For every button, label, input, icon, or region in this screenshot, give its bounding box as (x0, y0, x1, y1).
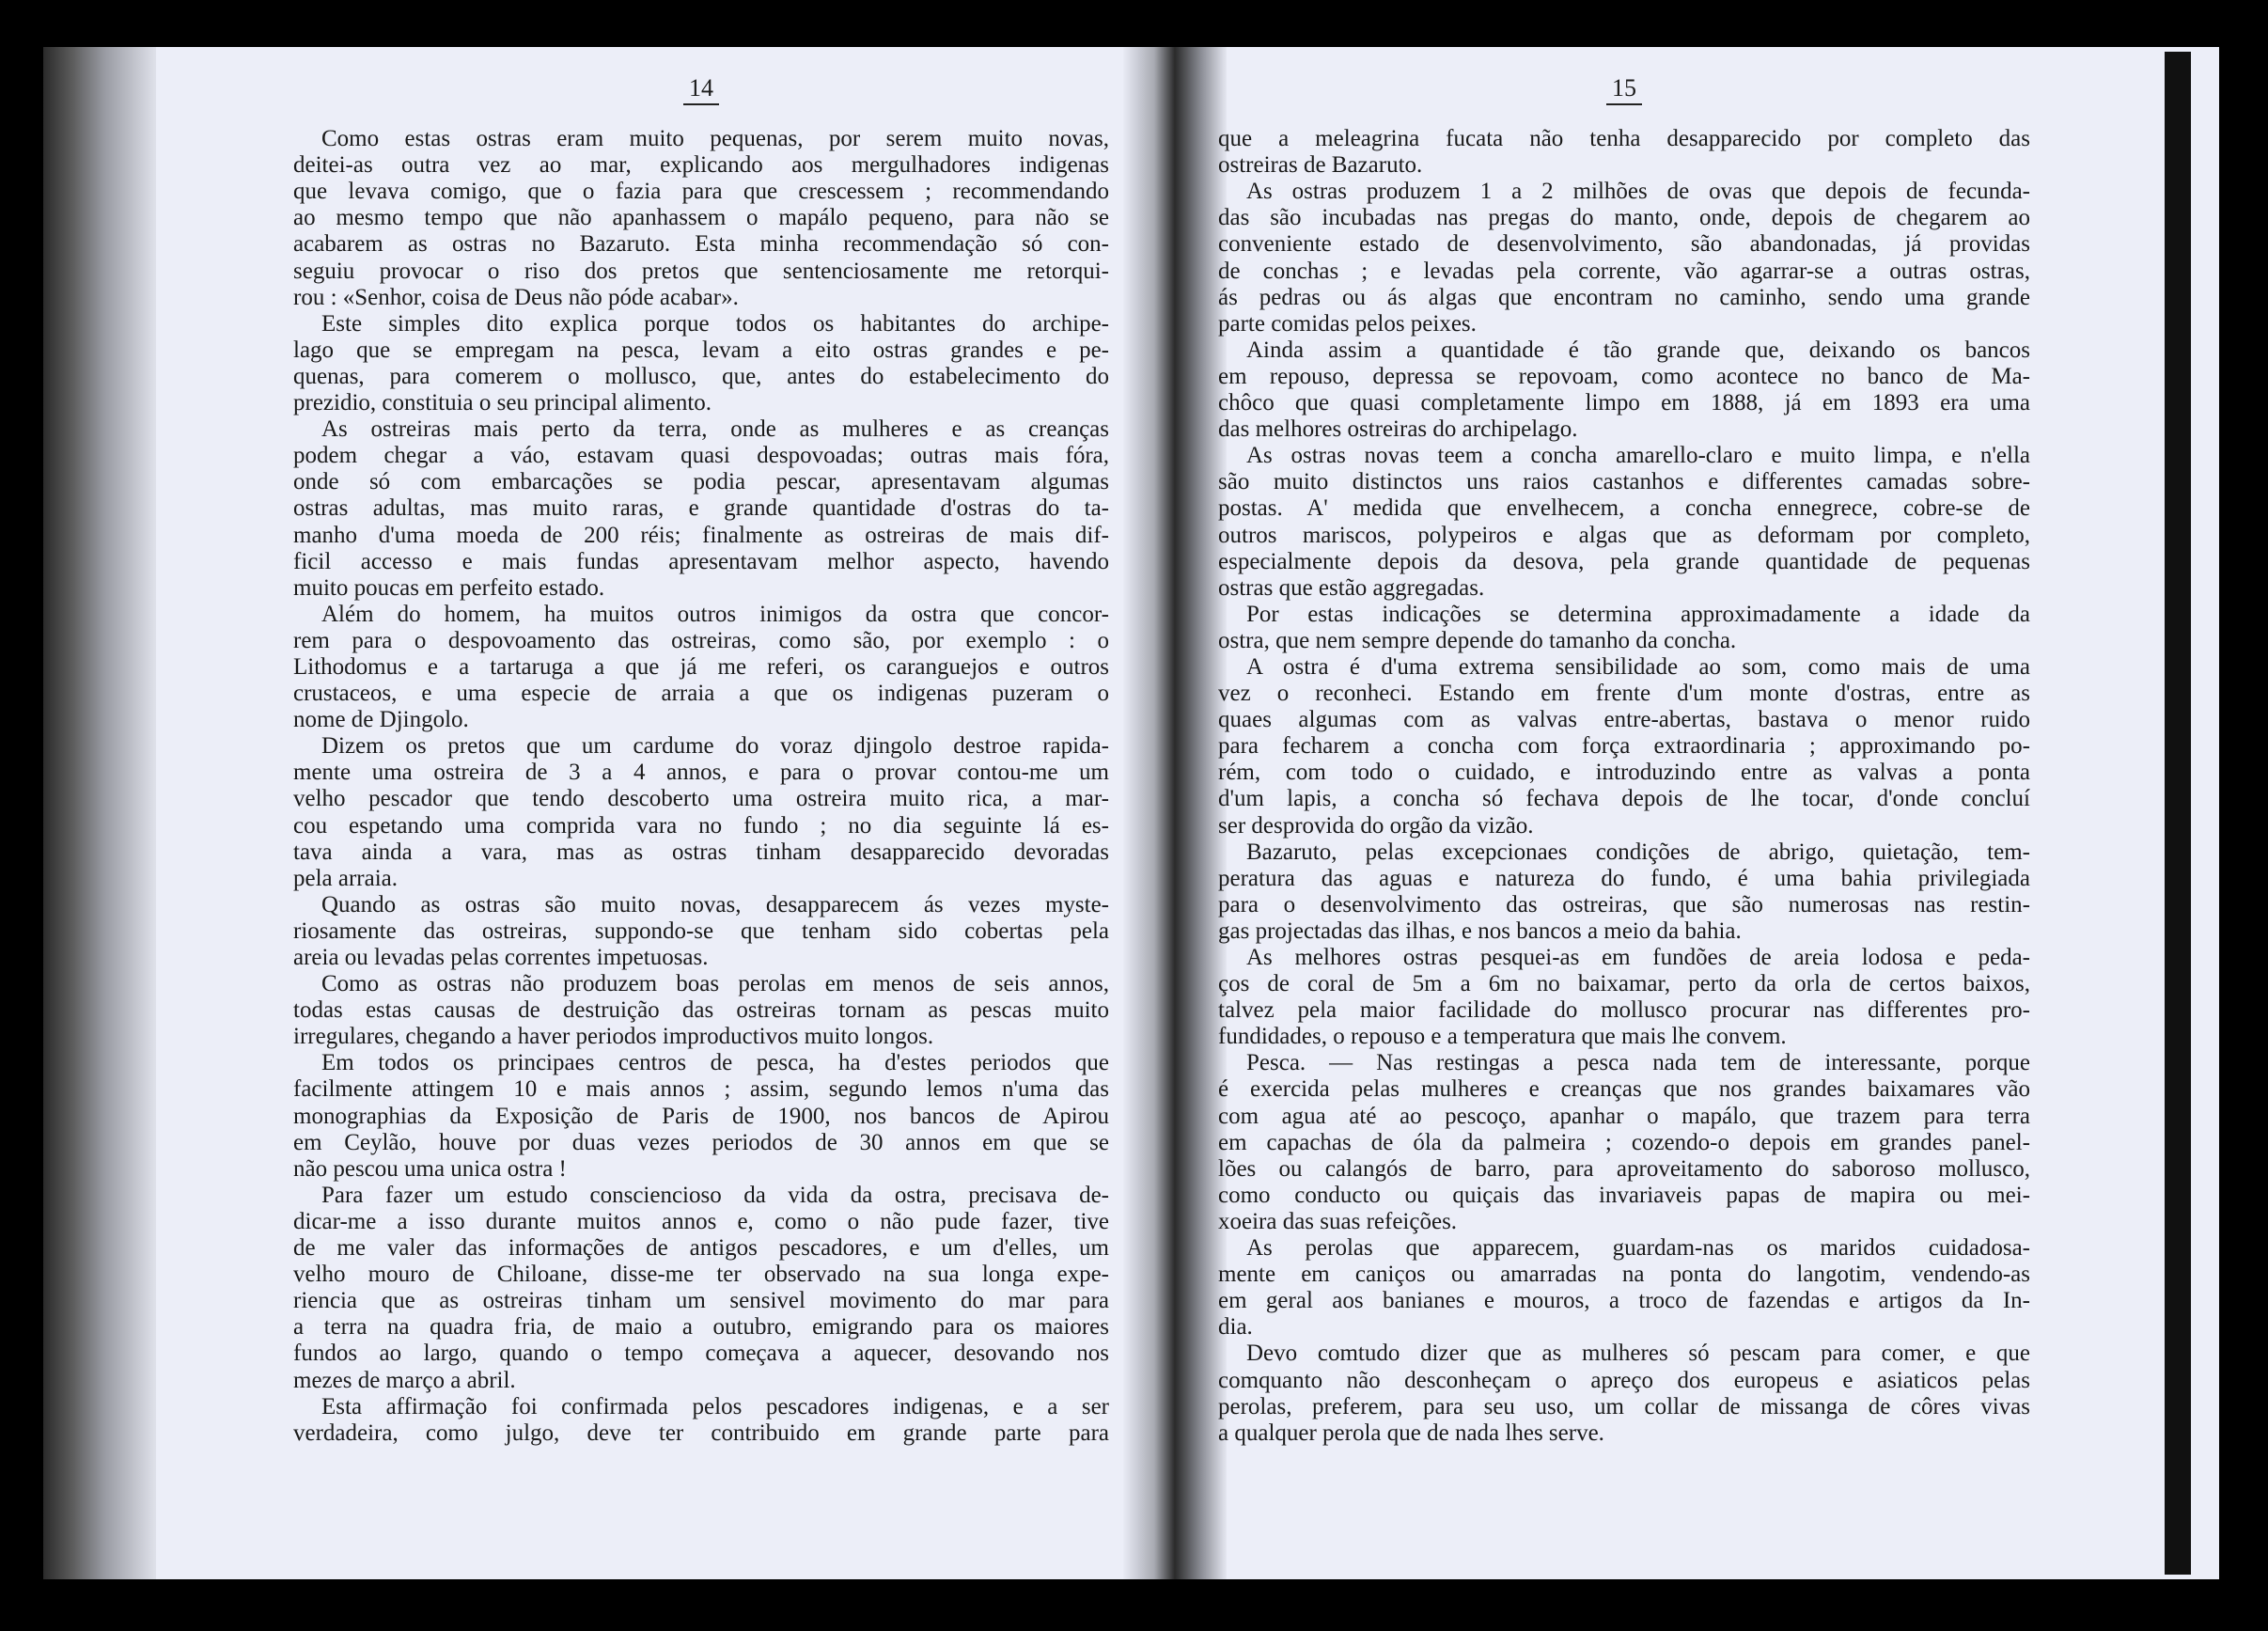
left-edge-shadow (43, 47, 156, 1579)
text-line: para fecharem a concha com força extraordinaria ; approximando po- (1218, 733, 2030, 760)
text-line: rou : «Senhor, coisa de Deus não póde acabar». (293, 284, 739, 310)
text-line: mente uma ostreira de 3 a 4 annos, e para o provar contou-me um (293, 760, 1109, 786)
text-line: das melhores ostreiras do archipelago. (1218, 416, 1578, 443)
page-number-right: 15 (1218, 75, 2030, 105)
text-line: Como estas ostras eram muito pequenas, por serem muito novas, (321, 126, 1109, 152)
text-line: onde só com embarcações se podia pescar, apresentavam algumas (293, 469, 1109, 495)
text-line: crustaceos, e uma especie de arraia a que os indigenas puzeram o (293, 681, 1109, 707)
text-line: deitei-as outra vez ao mar, explicando aos mergulhadores indigenas (293, 152, 1109, 179)
text-line: velho pescador que tendo descoberto uma ostreira muito rica, a mar- (293, 786, 1109, 812)
text-line: riosamente das ostreiras, suppondo-se que tenham sido cobertas pela (293, 917, 1109, 944)
text-line: postas. A' medida que envelhecem, a concha ennegrece, cobre-se de (1218, 495, 2030, 522)
text-line: xoeira das suas refeições. (1218, 1208, 1458, 1234)
text-line: ostras que estão aggregadas. (1218, 574, 1485, 601)
text-line: Devo comtudo dizer que as mulheres só pescam para comer, e que (1246, 1341, 2030, 1367)
text-line: irregulares, chegando a haver periodos improductivos muito longos. (293, 1024, 934, 1050)
text-line: dicar-me a isso durante muitos annos e, como o não pude fazer, tive (293, 1208, 1109, 1234)
text-line: quenas, para comerem o mollusco, que, antes do estabelecimento do (293, 363, 1109, 389)
text-line: gas projectadas das ilhas, e nos bancos a meio da bahia. (1218, 917, 1742, 944)
text-line: ficil accesso e mais fundas apresentavam melhor aspecto, havendo (293, 548, 1109, 574)
text-line: vez o reconheci. Estando em frente d'um monte d'ostras, entre as (1218, 681, 2030, 707)
text-line: como conducto ou quiçais das invariaveis papas de mapira ou mei- (1218, 1182, 2030, 1208)
text-line: conveniente estado de desenvolvimento, são abandonadas, já providas (1218, 231, 2030, 258)
text-line: As ostras produzem 1 a 2 milhões de ovas que depois de fecunda- (1246, 179, 2030, 205)
text-line: manho d'uma moeda de 200 réis; finalmente as ostreiras de mais dif- (293, 522, 1109, 548)
text-line: acabarem as ostras no Bazaruto. Esta minha recommendação só con- (293, 231, 1109, 258)
text-line: ços de coral de 5m a 6m no baixamar, perto da orla de certos baixos, (1218, 971, 2030, 997)
text-line: em Ceylão, houve por duas vezes periodos de 30 annos em que se (293, 1129, 1109, 1155)
text-line: a terra na quadra fria, de maio a outubro, emigrando para os maiores (293, 1314, 1109, 1341)
text-line: rém, com todo o cuidado, e introduzindo entre as valvas a ponta (1218, 760, 2030, 786)
right-page (1218, 75, 2030, 1447)
text-line: rem para o despovoamento das ostreiras, como são, por exemplo : o (293, 627, 1109, 653)
text-line: ser desprovida do orgão da vizão. (1218, 812, 1534, 839)
text-line: são muito distinctos uns raios castanhos e differentes camadas sobre- (1218, 469, 2030, 495)
text-line: Quando as ostras são muito novas, desapparecem ás vezes myste- (321, 891, 1109, 917)
text-line: dia. (1218, 1314, 1253, 1341)
text-line: As ostreiras mais perto da terra, onde as mulheres e as creanças (321, 416, 1109, 443)
text-line: que levava comigo, que o fazia para que crescessem ; recommendando (293, 179, 1109, 205)
text-line: em capachas de óla da palmeira ; cozendo-o depois em grandes panel- (1218, 1129, 2030, 1155)
text-line: tava ainda a vara, mas as ostras tinham desapparecido devoradas (293, 839, 1109, 865)
text-line: Ainda assim a quantidade é tão grande que, deixando os bancos (1246, 337, 2030, 363)
text-line: Esta affirmação foi confirmada pelos pescadores indigenas, e a ser (321, 1393, 1109, 1419)
text-line: é exercida pelas mulheres e creanças que nos grandes baixamares vão (1218, 1076, 2030, 1103)
text-line: de me valer das informações de antigos pescadores, e um d'elles, um (293, 1235, 1109, 1262)
text-line: Bazaruto, pelas excepcionaes condições de abrigo, quietação, tem- (1246, 839, 2030, 865)
text-line: lago que se empregam na pesca, levam a eito ostras grandes e pe- (293, 337, 1109, 363)
text-line: velho mouro de Chiloane, disse-me ter observado na sua longa expe- (293, 1262, 1109, 1288)
text-line: ás pedras ou ás algas que encontram no caminho, sendo uma grande (1218, 284, 2030, 310)
text-line: ostras adultas, mas muito raras, e grande quantidade d'ostras do ta- (293, 495, 1109, 522)
text-line: Como as ostras não produzem boas perolas em menos de seis annos, (321, 971, 1109, 997)
text-line: perolas, preferem, para seu uso, um collar de missanga de côres vivas (1218, 1393, 2030, 1419)
text-line: mezes de março a abril. (293, 1367, 516, 1393)
right-page-body (1218, 126, 2030, 1447)
text-line: das são incubadas nas pregas do manto, onde, depois de chegarem ao (1218, 205, 2030, 231)
text-line: quaes algumas com as valvas entre-abertas, bastava o menor ruido (1218, 707, 2030, 733)
text-line: Em todos os principaes centros de pesca, ha d'estes periodos que (321, 1050, 1109, 1076)
right-edge-shadow (2165, 52, 2191, 1575)
text-line: a qualquer perola que de nada lhes serve. (1218, 1419, 1604, 1446)
text-line: podem chegar a váo, estavam quasi despovoadas; outras mais fóra, (293, 443, 1109, 469)
text-line: Dizem os pretos que um cardume do voraz djingolo destroe rapida- (321, 733, 1109, 760)
text-line: As ostras novas teem a concha amarello-claro e muito limpa, e n'ella (1246, 443, 2030, 469)
text-line: com agua até ao pescoço, apanhar o mapálo, que trazem para terra (1218, 1103, 2030, 1129)
text-line: especialmente depois da desova, pela grande quantidade de pequenas (1218, 548, 2030, 574)
text-line: peratura das aguas e natureza do fundo, é uma bahia privilegiada (1218, 865, 2030, 891)
text-line: riencia que as ostreiras tinham um sensivel movimento do mar para (293, 1288, 1109, 1314)
text-line: Além do homem, ha muitos outros inimigos da ostra que concor- (321, 601, 1109, 627)
text-line: fundos ao largo, quando o tempo começava a aquecer, desovando nos (293, 1341, 1109, 1367)
text-line: Este simples dito explica porque todos os habitantes do archipe- (321, 310, 1109, 337)
text-line: outros mariscos, polypeiros e algas que as deformam por completo, (1218, 522, 2030, 548)
text-line: todas estas causas de destruição das ostreiras tornam as pescas muito (293, 997, 1109, 1024)
text-line: ostra, que nem sempre depende do tamanho da concha. (1218, 627, 1737, 653)
text-line: monographias da Exposição de Paris de 1900, nos bancos de Apirou (293, 1103, 1109, 1129)
text-line: Por estas indicações se determina approximadamente a idade da (1246, 601, 2030, 627)
text-line: prezidio, constituia o seu principal alimento. (293, 390, 712, 416)
text-line: seguiu provocar o riso dos pretos que sentenciosamente me retorqui- (293, 258, 1109, 284)
text-line: muito poucas em perfeito estado. (293, 574, 605, 601)
text-line: Lithodomus e a tartaruga a que já me referi, os caranguejos e outros (293, 653, 1109, 680)
text-line: comquanto não desconheçam o apreço dos europeus e asiaticos pelas (1218, 1367, 2030, 1393)
text-line: parte comidas pelos peixes. (1218, 310, 1477, 337)
text-line: A ostra é d'uma extrema sensibilidade ao som, como mais de uma (1246, 653, 2030, 680)
text-line: ostreiras de Bazaruto. (1218, 152, 1423, 179)
text-line: para o desenvolvimento das ostreiras, que são numerosas nas restin- (1218, 891, 2030, 917)
text-line: cou espetando uma comprida vara no fundo ; no dia seguinte lá es- (293, 812, 1109, 839)
page-number-left: 14 (293, 75, 1109, 105)
text-line: pela arraia. (293, 865, 399, 891)
text-line: em repouso, depressa se repovoam, como acontece no banco de Ma- (1218, 363, 2030, 389)
text-line: de conchas ; e levadas pela corrente, vão agarrar-se a outras ostras, (1218, 258, 2030, 284)
left-page-body (293, 126, 1109, 1447)
text-line: Pesca. — Nas restingas a pesca nada tem de interessante, porque (1246, 1050, 2030, 1076)
text-line: fundidades, o repouso e a temperatura que mais lhe convem. (1218, 1024, 1787, 1050)
text-line: ao mesmo tempo que não apanhassem o mapálo pequeno, para não se (293, 205, 1109, 231)
text-line: nome de Djingolo. (293, 707, 469, 733)
text-line: talvez pela maior facilidade do mollusco procurar nas differentes pro- (1218, 997, 2030, 1024)
text-line: mente em caniços ou amarradas na ponta do langotim, vendendo-as (1218, 1262, 2030, 1288)
text-line: não pescou uma unica ostra ! (293, 1155, 567, 1182)
text-line: d'um lapis, a concha só fechava depois de lhe tocar, d'onde concluí (1218, 786, 2030, 812)
text-line: As perolas que apparecem, guardam-nas os maridos cuidadosa- (1246, 1235, 2030, 1262)
text-line: em geral aos banianes e mouros, a troco de fazendas e artigos da In- (1218, 1288, 2030, 1314)
text-line: Para fazer um estudo consciencioso da vida da ostra, precisava de- (321, 1182, 1109, 1208)
text-line: verdadeira, como julgo, deve ter contribuido em grande parte para (293, 1419, 1109, 1446)
text-line: lões ou calangós de barro, para aproveitamento do saboroso mollusco, (1218, 1155, 2030, 1182)
text-line: facilmente attingem 10 e mais annos ; assim, segundo lemos n'uma das (293, 1076, 1109, 1103)
text-line: que a meleagrina fucata não tenha desapparecido por completo das (1218, 126, 2030, 152)
book-spine-shadow (1123, 47, 1227, 1579)
left-page (293, 75, 1109, 1447)
text-line: chôco que quasi completamente limpo em 1888, já em 1893 era uma (1218, 390, 2030, 416)
text-line: As melhores ostras pesquei-as em fundões de areia lodosa e peda- (1246, 945, 2030, 970)
text-line: areia ou levadas pelas correntes impetuosas. (293, 945, 709, 970)
